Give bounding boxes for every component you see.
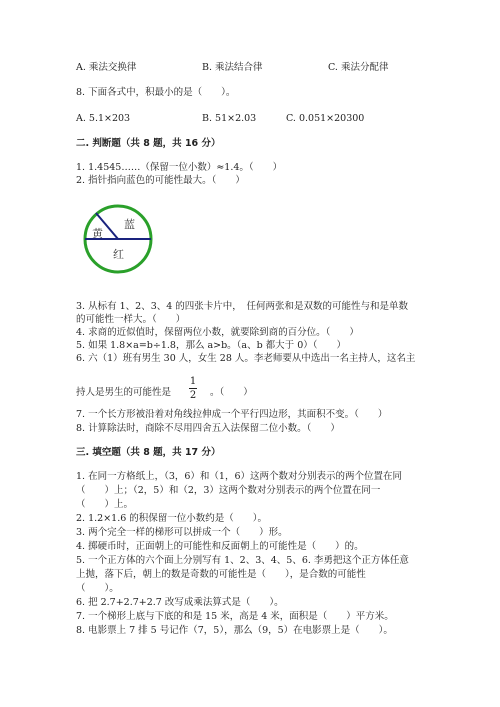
option-b: B. 乘法结合律 — [202, 62, 263, 73]
judge-item-2: 2. 指针指向蓝色的可能性最大。（ ） — [76, 175, 245, 186]
fill-line-4: 2. 1.2×1.6 的积保留一位小数约是（ ）。 — [76, 513, 268, 524]
section-title-fill: 三. 填空题（共 8 题，共 17 分） — [76, 447, 221, 458]
judge-item-5: 5. 如果 1.8×a=b÷1.8，那么 a>b。（a、b 都大于 0）（ ） — [76, 340, 346, 351]
section-title-judgement: 二. 判断题（共 8 题，共 16 分） — [76, 138, 221, 149]
judge-item-3: 3. 从标有 1、2、3、4 的四张卡片中， 任何两张和是双数的可能性与和是单数 — [76, 301, 409, 312]
fill-line-1: 1. 在同一方格纸上，（3，6）和（1，6）这两个数对分别表示的两个位置在同 — [76, 471, 403, 482]
judge-item-3-cont: 的可能性一样大。（ ） — [76, 314, 186, 325]
fill-line-5: 3. 两个完全一样的梯形可以拼成一个（ ）形。 — [76, 527, 288, 538]
fill-line-10: 6. 把 2.7+2.7+2.7 改写成乘法算式是（ ）。 — [76, 597, 284, 608]
spinner-diagram — [82, 203, 154, 275]
fill-line-6: 4. 掷硬币时，正面朝上的可能性和反面朝上的可能性是（ ）的。 — [76, 541, 364, 552]
fill-line-9: （ ）。 — [76, 583, 119, 594]
label-blue: 蓝 — [124, 218, 135, 231]
option-a: A. 乘法交换律 — [76, 62, 137, 73]
fill-line-3: （ ）上。 — [76, 499, 134, 510]
fraction-numerator: 1 — [189, 376, 197, 387]
judge-item-4: 4. 求商的近似值时，保留两位小数，就要除到商的百分位。（ ） — [76, 327, 359, 338]
option-c: C. 乘法分配律 — [328, 62, 389, 73]
label-red: 红 — [113, 248, 124, 261]
fraction-denominator: 2 — [189, 390, 197, 401]
judge-item-6-end: 。（ ） — [210, 387, 253, 398]
judge-item-7: 7. 一个长方形被沿着对角线拉伸成一个平行四边形，其面积不变。（ ） — [76, 409, 388, 420]
judge-item-1: 1. 1.4545……（保留一位小数）≈1.4。（ ） — [76, 162, 283, 173]
judge-item-6: 6. 六（1）班有男生 30 人，女生 28 人。李老师要从中选出一名主持人，这名主 — [76, 353, 416, 364]
fill-line-11: 7. 一个梯形上底与下底的和是 15 米，高是 4 米，面积是（ ）平方米。 — [76, 611, 394, 622]
q8-stem: 8. 下面各式中，积最小的是（ ）。 — [76, 87, 236, 98]
fill-line-8: 上抛，落下后，朝上的数是奇数的可能性是（ ），是合数的可能性 — [76, 569, 366, 580]
judge-item-6-cont: 持人是男生的可能性是 — [76, 387, 172, 398]
fraction-one-half — [189, 376, 197, 401]
fill-line-12: 8. 电影票上 7 排 5 号记作（7，5），那么（9，5）在电影票上是（ ）。 — [76, 625, 393, 636]
q8-option-c: C. 0.051×20300 — [286, 113, 365, 124]
fill-line-2: （ ）上；（2，5）和（2，3）这两个数对分别表示的两个位置在同一 — [76, 485, 381, 496]
q8-option-a: A. 5.1×203 — [76, 113, 131, 124]
label-yellow: 黄 — [92, 227, 103, 240]
fill-line-7: 5. 一个正方体的六个面上分别写有 1、2、3、4、5、6. 李勇把这个正方体任意 — [76, 555, 409, 566]
q8-option-b: B. 51×2.03 — [202, 113, 257, 124]
judge-item-8: 8. 计算除法时，商除不尽用四舍五入法保留二位小数。（ ） — [76, 423, 340, 434]
